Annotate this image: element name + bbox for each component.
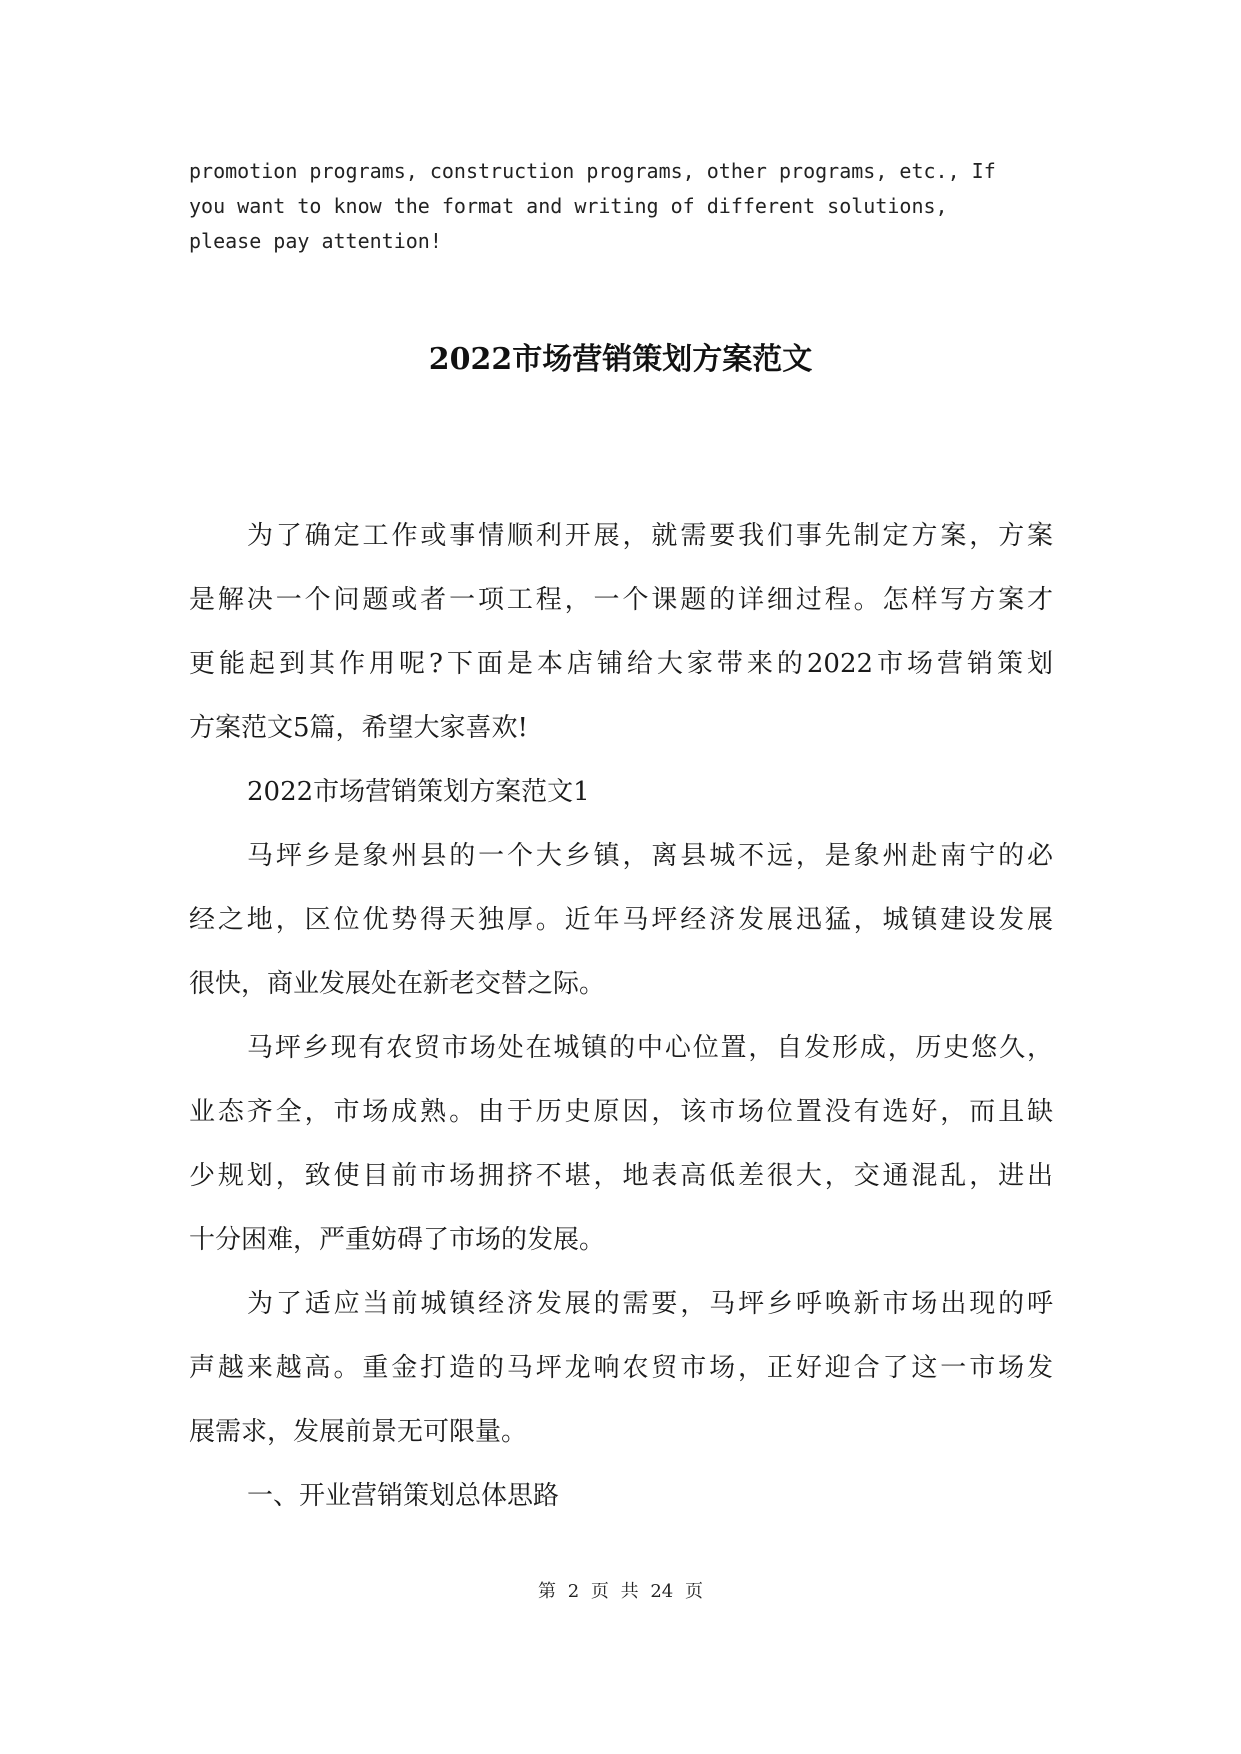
- body-line: 业态齐全，市场成熟。由于历史原因，该市场位置没有选好，而且缺: [189, 1097, 1053, 1127]
- intro-english-text: [189, 154, 1069, 259]
- document-body: [189, 504, 1053, 1528]
- intro-line: promotion programs, construction programs, other programs, etc., If: [189, 159, 996, 183]
- body-line: 马坪乡现有农贸市场处在城镇的中心位置，自发形成，历史悠久，: [247, 1033, 1053, 1063]
- body-line: 为了确定工作或事情顺利开展，就需要我们事先制定方案，方案: [247, 521, 1053, 551]
- section-heading: 一、开业营销策划总体思路: [247, 1481, 560, 1511]
- body-line: 是解决一个问题或者一项工程，一个课题的详细过程。怎样写方案才: [189, 585, 1053, 615]
- body-line: 展需求，发展前景无可限量。: [189, 1417, 528, 1447]
- intro-line: please pay attention!: [189, 229, 442, 253]
- section-heading: 2022市场营销策划方案范文1: [247, 777, 590, 807]
- body-line: 马坪乡是象州县的一个大乡镇，离县城不远，是象州赴南宁的必: [247, 841, 1053, 871]
- body-line: 少规划，致使目前市场拥挤不堪，地表高低差很大，交通混乱，进出: [189, 1161, 1053, 1191]
- body-line: 为了适应当前城镇经济发展的需要，马坪乡呼唤新市场出现的呼: [247, 1289, 1053, 1319]
- body-line: 很快，商业发展处在新老交替之际。: [189, 969, 606, 999]
- body-line: 十分困难，严重妨碍了市场的发展。: [189, 1225, 606, 1255]
- body-line: 经之地，区位优势得天独厚。近年马坪经济发展迅猛，城镇建设发展: [189, 905, 1053, 935]
- page-number-footer: 第 2 页 共 24 页: [538, 1581, 703, 1602]
- intro-line: you want to know the format and writing of different solutions,: [189, 194, 948, 218]
- body-line: 声越来越高。重金打造的马坪龙响农贸市场，正好迎合了这一市场发: [189, 1353, 1053, 1383]
- document-title: 2022市场营销策划方案范文: [428, 342, 813, 377]
- body-line: 方案范文5篇，希望大家喜欢!: [189, 713, 528, 743]
- body-line: 更能起到其作用呢?下面是本店铺给大家带来的2022市场营销策划: [189, 649, 1053, 679]
